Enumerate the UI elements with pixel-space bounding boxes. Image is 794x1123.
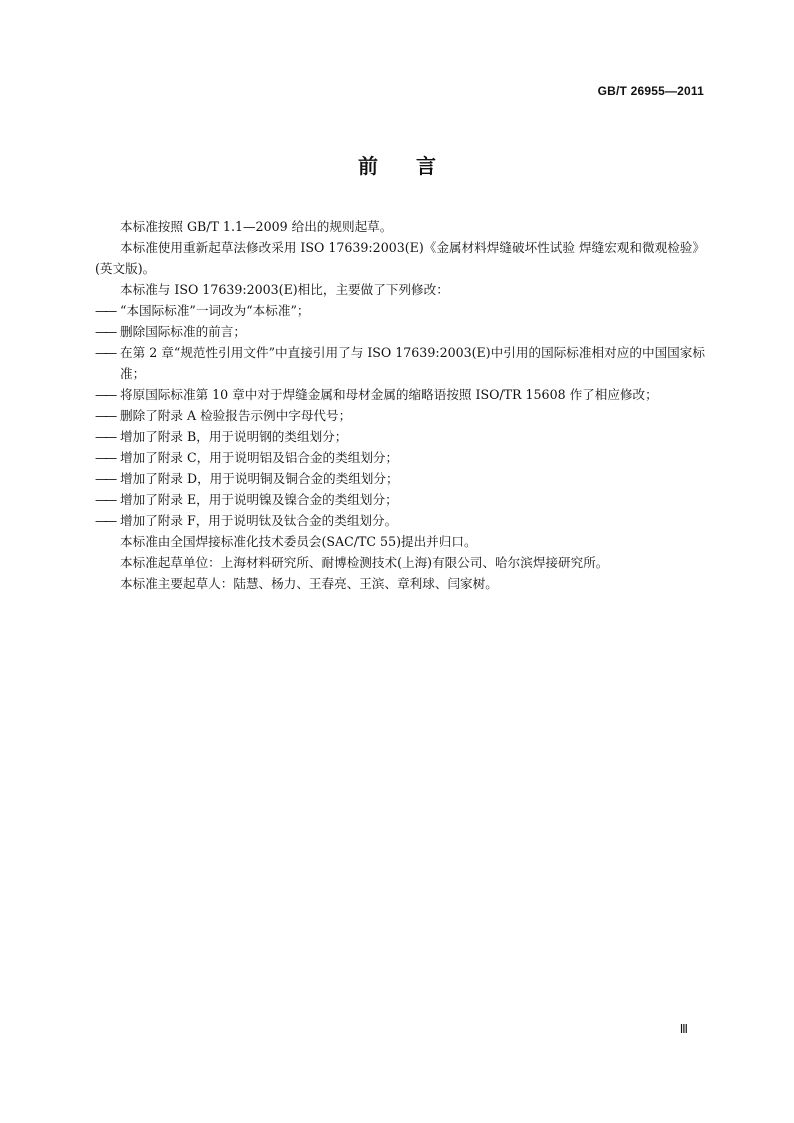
list-item (95, 447, 705, 468)
list-item (95, 384, 705, 405)
list-item (95, 489, 705, 510)
list-item (95, 468, 705, 489)
paragraph: 本标准与 ISO 17639:2003(E)相比，主要做了下列修改： (120, 282, 449, 297)
list-dash: —— (95, 429, 115, 444)
list-item-text: “本国际标准”一词改为“本标准”； (120, 303, 310, 318)
paragraph: 本标准使用重新起草法修改采用 ISO 17639:2003(E)《金属材料焊缝破坏性试验 焊缝宏观和微观检验》(英文版)。 (95, 240, 705, 276)
list-item (95, 405, 705, 426)
list-item (95, 300, 705, 321)
list-dash: —— (95, 387, 115, 402)
paragraph: 本标准按照 GB/T 1.1—2009 给出的规则起草。 (120, 219, 393, 234)
foreword-content (95, 216, 705, 594)
list-item (95, 342, 705, 384)
list-item (95, 426, 705, 447)
paragraph: 本标准由全国焊接标准化技术委员会(SAC/TC 55)提出并归口。 (120, 534, 477, 549)
page-title: 前言 (358, 154, 474, 178)
list-dash: —— (95, 408, 115, 423)
list-item (95, 321, 705, 342)
list-dash: —— (95, 471, 115, 486)
list-item-text: 增加了附录 F，用于说明钛及钛合金的类组划分。 (120, 513, 398, 528)
list-item-text: 将原国际标准第 10 章中对于焊缝金属和母材金属的缩略语按照 ISO/TR 15608 作了相应修改； (120, 387, 658, 402)
paragraph: 本标准起草单位：上海材料研究所、耐博检测技术(上海)有限公司、哈尔滨焊接研究所。 (120, 555, 609, 570)
list-item-text: 删除国际标准的前言； (120, 324, 246, 339)
list-item-text: 增加了附录 B，用于说明钢的类组划分； (120, 429, 348, 444)
document-header-code: GB/T 26955—2011 (597, 84, 704, 98)
list-item-text: 增加了附录 C，用于说明铝及铝合金的类组划分； (120, 450, 399, 465)
list-item-text: 增加了附录 E，用于说明镍及镍合金的类组划分； (120, 492, 398, 507)
list-dash: —— (95, 345, 115, 360)
list-dash: —— (95, 324, 115, 339)
paragraph: 本标准主要起草人：陆慧、杨力、王春亮、王滨、章利球、闫家树。 (120, 576, 498, 591)
list-item (95, 510, 705, 531)
list-dash: —— (95, 492, 115, 507)
list-dash: —— (95, 513, 115, 528)
list-dash: —— (95, 450, 115, 465)
list-dash: —— (95, 303, 115, 318)
list-item-text: 删除了附录 A 检验报告示例中字母代号； (120, 408, 352, 423)
list-item-text: 增加了附录 D，用于说明铜及铜合金的类组划分； (120, 471, 399, 486)
list-item-text: 在第 2 章“规范性引用文件”中直接引用了与 ISO 17639:2003(E)中引用的国际标准相对应的中国国家标准； (120, 345, 705, 381)
page-number: Ⅲ (679, 1022, 688, 1036)
